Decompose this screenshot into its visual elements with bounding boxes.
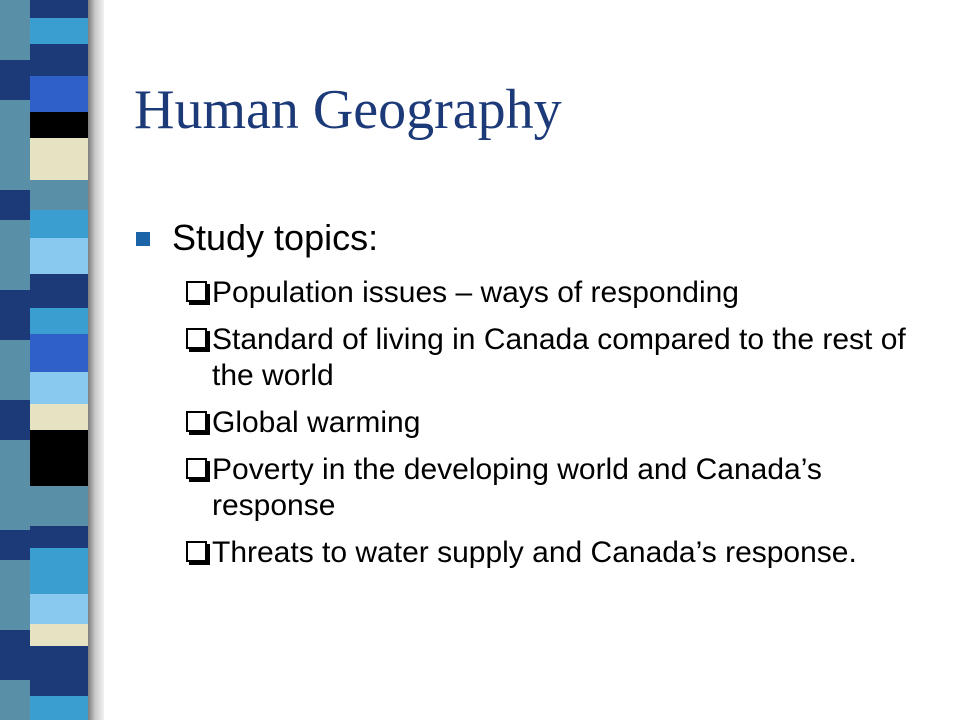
stripe-blocks <box>30 0 88 720</box>
stripe-block <box>30 112 88 138</box>
heading-item <box>130 214 920 264</box>
topic-text: Standard of living in Canada compared to the rest of the world <box>212 323 906 392</box>
stripe-block <box>30 274 88 308</box>
topic-item <box>130 275 920 311</box>
topic-item <box>130 405 920 441</box>
topic-item <box>130 452 920 524</box>
topic-item <box>130 535 920 571</box>
stripe-block <box>30 334 88 372</box>
stripe-edge-block <box>0 680 30 720</box>
square-bullet-icon <box>136 232 150 246</box>
stripe-block <box>30 138 88 180</box>
stripe-edge-block <box>0 530 30 560</box>
stripe-block <box>30 404 88 430</box>
stripe-block <box>30 624 88 646</box>
stripe-block <box>30 238 88 274</box>
stripe-edge-block <box>0 440 30 530</box>
stripe-block <box>30 646 88 672</box>
checkbox-bullet-icon <box>186 541 207 562</box>
stripe-block <box>30 372 88 404</box>
stripe-block <box>30 526 88 548</box>
stripe-edge-block <box>0 0 30 60</box>
topic-item <box>130 322 920 394</box>
stripe-edge <box>0 0 30 720</box>
topic-text: Global warming <box>212 406 421 439</box>
stripe-edge-block <box>0 290 30 340</box>
stripe-block <box>30 308 88 334</box>
stripe-block <box>30 0 88 18</box>
stripe-block <box>30 430 88 486</box>
stripe-block <box>30 44 88 76</box>
stripe-block <box>30 76 88 112</box>
slide-title: Human Geography <box>134 79 562 141</box>
slide-content <box>130 214 920 571</box>
stripe-block <box>30 548 88 594</box>
checkbox-bullet-icon <box>186 328 207 349</box>
stripe-shadow <box>88 0 104 720</box>
topic-text: Poverty in the developing world and Canada’s response <box>212 453 822 522</box>
stripe-block <box>30 180 88 210</box>
stripe-block <box>30 210 88 238</box>
stripe-edge-block <box>0 630 30 680</box>
stripe-edge-block <box>0 60 30 100</box>
stripe-block <box>30 594 88 624</box>
stripe-edge-block <box>0 340 30 400</box>
stripe-block <box>30 18 88 44</box>
stripe-edge-block <box>0 190 30 220</box>
checkbox-bullet-icon <box>186 281 207 302</box>
stripe-edge-block <box>0 400 30 440</box>
stripe-edge-block <box>0 220 30 290</box>
decorative-stripe <box>0 0 108 720</box>
topic-text: Threats to water supply and Canada’s response. <box>212 536 857 569</box>
checkbox-bullet-icon <box>186 458 207 479</box>
checkbox-bullet-icon <box>186 411 207 432</box>
stripe-block <box>30 486 88 526</box>
stripe-block <box>30 672 88 696</box>
stripe-edge-block <box>0 560 30 630</box>
topic-text: Population issues – ways of responding <box>212 276 739 309</box>
stripe-block <box>30 696 88 720</box>
heading-text: Study topics: <box>172 217 379 258</box>
stripe-edge-block <box>0 100 30 190</box>
